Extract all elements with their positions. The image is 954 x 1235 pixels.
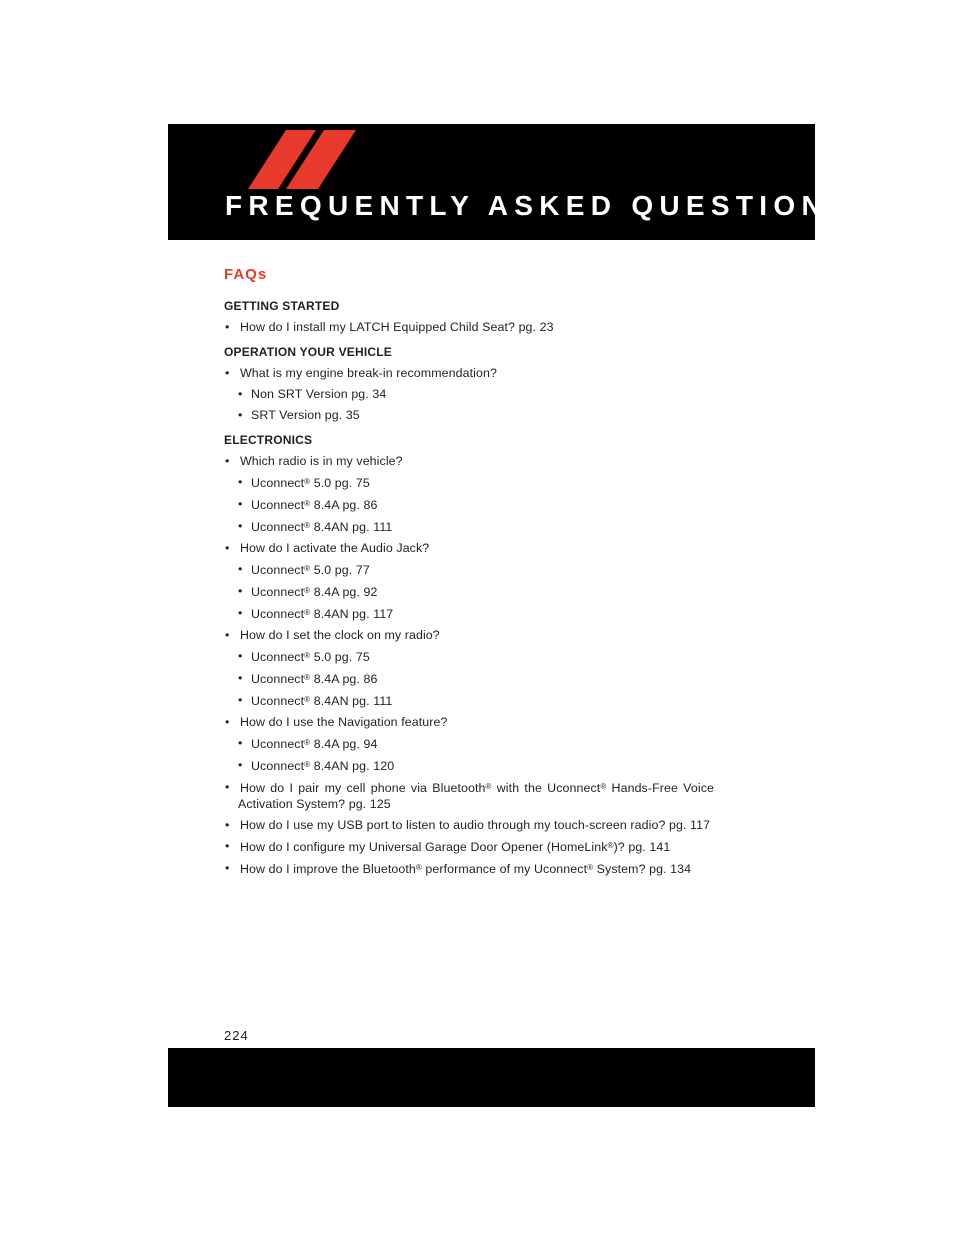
list-item (224, 838, 714, 855)
item-text: Uconnect® 8.4A pg. 86 (251, 498, 378, 512)
bullet-icon: • (225, 839, 230, 853)
list-item (224, 817, 714, 833)
item-text: What is my engine break-in recommendation? (240, 366, 497, 380)
item-text: Uconnect® 8.4AN pg. 111 (251, 694, 393, 708)
list-item (224, 714, 714, 730)
item-text: Non SRT Version pg. 34 (251, 387, 387, 401)
racing-stripes-logo (248, 130, 358, 190)
bullet-icon: • (225, 861, 230, 875)
item-text: Uconnect® 5.0 pg. 75 (251, 476, 370, 490)
sub-list-item (224, 474, 714, 491)
chapter-title: FREQUENTLY ASKED QUESTIONS (225, 190, 853, 221)
footer-band (168, 1048, 815, 1107)
bullet-icon: • (238, 562, 243, 576)
subheading: ELECTRONICS (224, 433, 313, 447)
item-text: How do I install my LATCH Equipped Child Seat? pg. 23 (240, 320, 554, 334)
item-text: Uconnect® 8.4A pg. 92 (251, 585, 378, 599)
bullet-icon: • (238, 693, 243, 707)
sub-list-item (224, 692, 714, 709)
sub-list-item (224, 561, 714, 578)
faq-content (224, 298, 714, 877)
subheading: OPERATION YOUR VEHICLE (224, 345, 392, 359)
sub-list-item (224, 407, 714, 423)
item-text: Uconnect® 8.4AN pg. 120 (251, 759, 395, 773)
item-text: Uconnect® 8.4AN pg. 111 (251, 520, 393, 534)
bullet-icon: • (238, 387, 243, 401)
bullet-icon: • (238, 497, 243, 511)
bullet-icon: • (225, 780, 230, 794)
list-item (224, 453, 714, 469)
sub-list-item (224, 605, 714, 622)
sub-list-item (224, 583, 714, 600)
item-text: Uconnect® 8.4AN pg. 117 (251, 607, 394, 621)
bullet-icon: • (238, 649, 243, 663)
item-text: How do I use my USB port to listen to audio through my touch-screen radio? pg. 117 (240, 818, 711, 832)
sub-list-item (224, 757, 714, 774)
item-text: How do I activate the Audio Jack? (240, 541, 430, 555)
item-text: Uconnect® 8.4A pg. 94 (251, 737, 378, 751)
sub-list-item (224, 670, 714, 687)
bullet-icon: • (225, 541, 230, 555)
sub-list-item (224, 496, 714, 513)
list-item (224, 779, 714, 812)
bullet-icon: • (238, 475, 243, 489)
item-text: Which radio is in my vehicle? (240, 454, 403, 468)
bullet-icon: • (238, 736, 243, 750)
bullet-icon: • (225, 454, 230, 468)
bullet-icon: • (225, 628, 230, 642)
chapter-header (168, 124, 853, 240)
bullet-icon: • (238, 606, 243, 620)
item-text: How do I improve the Bluetooth® performance of my Uconnect® System? pg. 134 (240, 862, 692, 876)
list-item (224, 365, 714, 381)
sub-list-item (224, 518, 714, 535)
subheading: GETTING STARTED (224, 299, 340, 313)
bullet-icon: • (225, 320, 230, 334)
item-text: SRT Version pg. 35 (251, 408, 360, 422)
page-number: 224 (224, 1028, 249, 1043)
bullet-icon: • (238, 408, 243, 422)
list-item (224, 627, 714, 643)
bullet-icon: • (225, 818, 230, 832)
sub-list-item (224, 648, 714, 665)
item-text: How do I use the Navigation feature? (240, 715, 448, 729)
list-item (224, 540, 714, 556)
bullet-icon: • (238, 584, 243, 598)
item-text: How do I configure my Universal Garage Door Opener (HomeLink®)? pg. 141 (240, 840, 671, 854)
bullet-icon: • (238, 671, 243, 685)
list-item (224, 860, 714, 877)
bullet-icon: • (238, 758, 243, 772)
section-title: FAQs (224, 266, 268, 283)
item-text: Uconnect® 5.0 pg. 75 (251, 650, 370, 664)
list-item (224, 319, 714, 335)
bullet-icon: • (238, 519, 243, 533)
item-text: How do I set the clock on my radio? (240, 628, 440, 642)
sub-list-item (224, 386, 714, 402)
item-text: Uconnect® 5.0 pg. 77 (251, 563, 370, 577)
item-text: Uconnect® 8.4A pg. 86 (251, 672, 378, 686)
bullet-icon: • (225, 366, 230, 380)
item-text: How do I pair my cell phone via Bluetooth® with the Uconnect® Hands-Free Voice Activation System? pg. 125 (238, 781, 714, 811)
bullet-icon: • (225, 715, 230, 729)
sub-list-item (224, 735, 714, 752)
